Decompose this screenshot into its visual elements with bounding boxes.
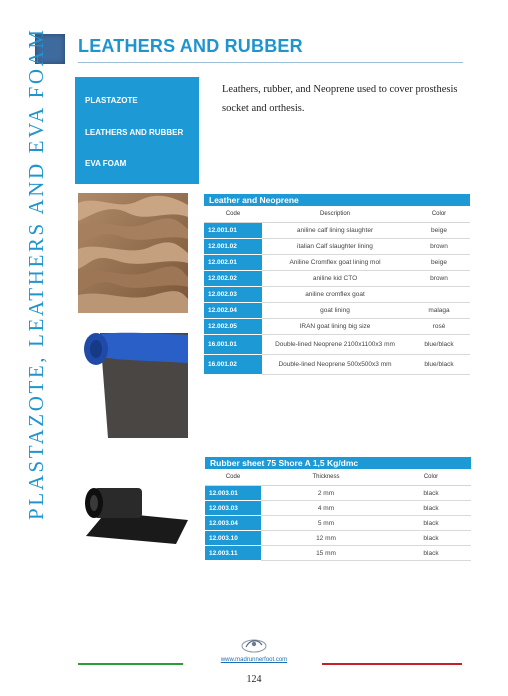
row-color: brown (408, 271, 470, 287)
nav-item-plastazote[interactable]: PLASTAZOTE (85, 96, 138, 105)
row-color: black (391, 531, 471, 546)
row-color: black (391, 546, 471, 561)
footer-divider-red (322, 663, 462, 665)
title-divider (78, 62, 463, 63)
leather-neoprene-table (204, 194, 470, 375)
table-row (204, 223, 470, 239)
row-code: 12.002.05 (204, 319, 262, 335)
footer-website-link[interactable]: www.madrunnerfoot.com (220, 657, 288, 663)
row-color: beige (408, 255, 470, 271)
row-thickness: 4 mm (261, 501, 391, 516)
rubber-roll-illustration (80, 478, 190, 548)
row-code: 12.001.01 (204, 223, 262, 239)
row-thickness: 5 mm (261, 516, 391, 531)
rubber-table-title: Rubber sheet 75 Shore A 1,5 Kg/dmc (205, 457, 471, 469)
table-row (204, 355, 470, 375)
row-code: 12.003.04 (205, 516, 261, 531)
row-thickness: 2 mm (261, 486, 391, 501)
table-row (204, 255, 470, 271)
side-section-title: PLASTAZOTE, LEATHERS AND EVA FOAM (24, 27, 48, 520)
leather-hides-illustration (78, 193, 188, 313)
row-color: malaga (408, 303, 470, 319)
table-row (204, 335, 470, 355)
col-header-color: Color (408, 206, 470, 223)
rubber-sheet-table (205, 457, 471, 561)
row-color (408, 287, 470, 303)
row-code: 16.001.01 (204, 335, 262, 355)
row-code: 12.002.02 (204, 271, 262, 287)
table-row (205, 501, 471, 516)
table-row (204, 239, 470, 255)
row-code: 12.003.11 (205, 546, 261, 561)
neoprene-roll-illustration (78, 323, 188, 438)
row-description: Double-lined Neoprene 2100x1100x3 mm (262, 335, 408, 355)
table-row (204, 271, 470, 287)
row-thickness: 12 mm (261, 531, 391, 546)
row-description: IRAN goat lining big size (262, 319, 408, 335)
intro-text: Leathers, rubber, and Neoprene used to cover prosthesis socket and orthesis. (222, 84, 458, 114)
nav-item-eva-foam[interactable]: EVA FOAM (85, 159, 127, 168)
nav-item-leathers-and-rubber[interactable]: LEATHERS AND RUBBER (85, 128, 184, 137)
row-code: 12.001.02 (204, 239, 262, 255)
table-row (205, 531, 471, 546)
row-description: Double-lined Neoprene 500x500x3 mm (262, 355, 408, 375)
table-row (205, 516, 471, 531)
leather-hides-photo (78, 193, 188, 313)
row-code: 12.003.01 (205, 486, 261, 501)
col-header-thickness: Thickness (261, 469, 391, 486)
row-color: black (391, 486, 471, 501)
table-row (205, 486, 471, 501)
row-color: brown (408, 239, 470, 255)
row-color: blue/black (408, 355, 470, 375)
neoprene-roll-photo (78, 323, 188, 438)
table-row (204, 303, 470, 319)
col-header-color: Color (391, 469, 471, 486)
table-row (204, 319, 470, 335)
row-color: black (391, 516, 471, 531)
row-code: 12.003.10 (205, 531, 261, 546)
col-header-description: Description (262, 206, 408, 223)
row-color: beige (408, 223, 470, 239)
rubber-sheet-photo (80, 478, 190, 548)
row-description: aniline cromflex goat (262, 287, 408, 303)
row-description: goat lining (262, 303, 408, 319)
row-description: Aniline Cromflex goat lining mol (262, 255, 408, 271)
col-header-code: Code (204, 206, 262, 223)
row-code: 12.002.03 (204, 287, 262, 303)
row-thickness: 15 mm (261, 546, 391, 561)
row-description: italian Calf slaughter lining (262, 239, 408, 255)
leather-table-title: Leather and Neoprene (204, 194, 470, 206)
row-code: 12.002.04 (204, 303, 262, 319)
table-row (205, 546, 471, 561)
row-color: blue/black (408, 335, 470, 355)
row-code: 12.002.01 (204, 255, 262, 271)
table-row (204, 287, 470, 303)
row-code: 12.003.03 (205, 501, 261, 516)
footer-divider-green (78, 663, 183, 665)
col-header-code: Code (205, 469, 261, 486)
row-description: aniline calf lining slaughter (262, 223, 408, 239)
section-nav (75, 77, 199, 184)
row-color: rosè (408, 319, 470, 335)
page-number: 124 (246, 674, 262, 685)
row-description: aniline kid CTO (262, 271, 408, 287)
row-code: 16.001.02 (204, 355, 262, 375)
page-title: LEATHERS AND RUBBER (78, 36, 303, 56)
row-color: black (391, 501, 471, 516)
